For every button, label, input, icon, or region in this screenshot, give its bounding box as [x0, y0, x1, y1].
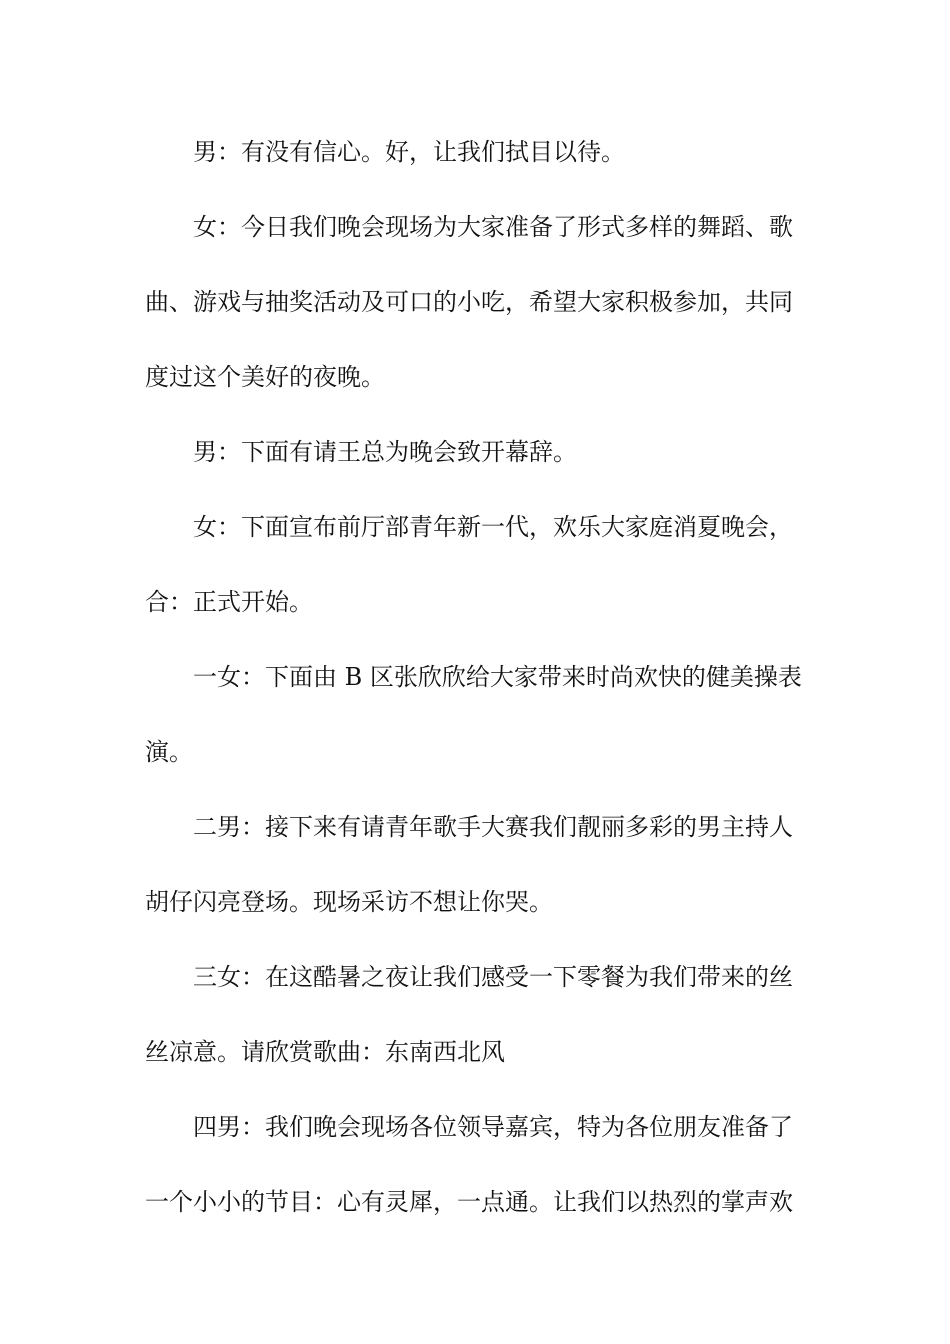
script-text [145, 128, 805, 1253]
paragraph-line: 合：正式开始。 [145, 588, 313, 616]
paragraph-line: 胡仔闪亮登场。现场采访不想让你哭。 [145, 888, 553, 916]
paragraph-line: 丝凉意。请欣赏歌曲：东南西北风 [145, 1038, 505, 1066]
paragraph-line: 女：下面宣布前厅部青年新一代，欢乐大家庭消夏晚会， [193, 513, 793, 541]
paragraph-line: 女：今日我们晚会现场为大家准备了形式多样的舞蹈、歌 [193, 213, 793, 241]
paragraph-line: 二男：接下来有请青年歌手大赛我们靓丽多彩的男主持人 [193, 813, 793, 841]
paragraph-line: 度过这个美好的夜晚。 [145, 363, 385, 391]
paragraph-line: 三女：在这酷暑之夜让我们感受一下零餐为我们带来的丝 [193, 963, 793, 991]
paragraph-line: 曲、游戏与抽奖活动及可口的小吃，希望大家积极参加，共同 [145, 288, 793, 316]
paragraph-line: 一女：下面由 B 区张欣欣给大家带来时尚欢快的健美操表 [193, 663, 802, 691]
paragraph-line: 演。 [145, 738, 193, 766]
paragraph-line: 男：下面有请王总为晚会致开幕辞。 [193, 438, 577, 466]
paragraph-line: 男：有没有信心。好，让我们拭目以待。 [193, 138, 625, 166]
paragraph-line: 一个小小的节目：心有灵犀，一点通。让我们以热烈的掌声欢 [145, 1188, 793, 1216]
paragraph-line: 四男：我们晚会现场各位领导嘉宾，特为各位朋友准备了 [193, 1113, 793, 1141]
